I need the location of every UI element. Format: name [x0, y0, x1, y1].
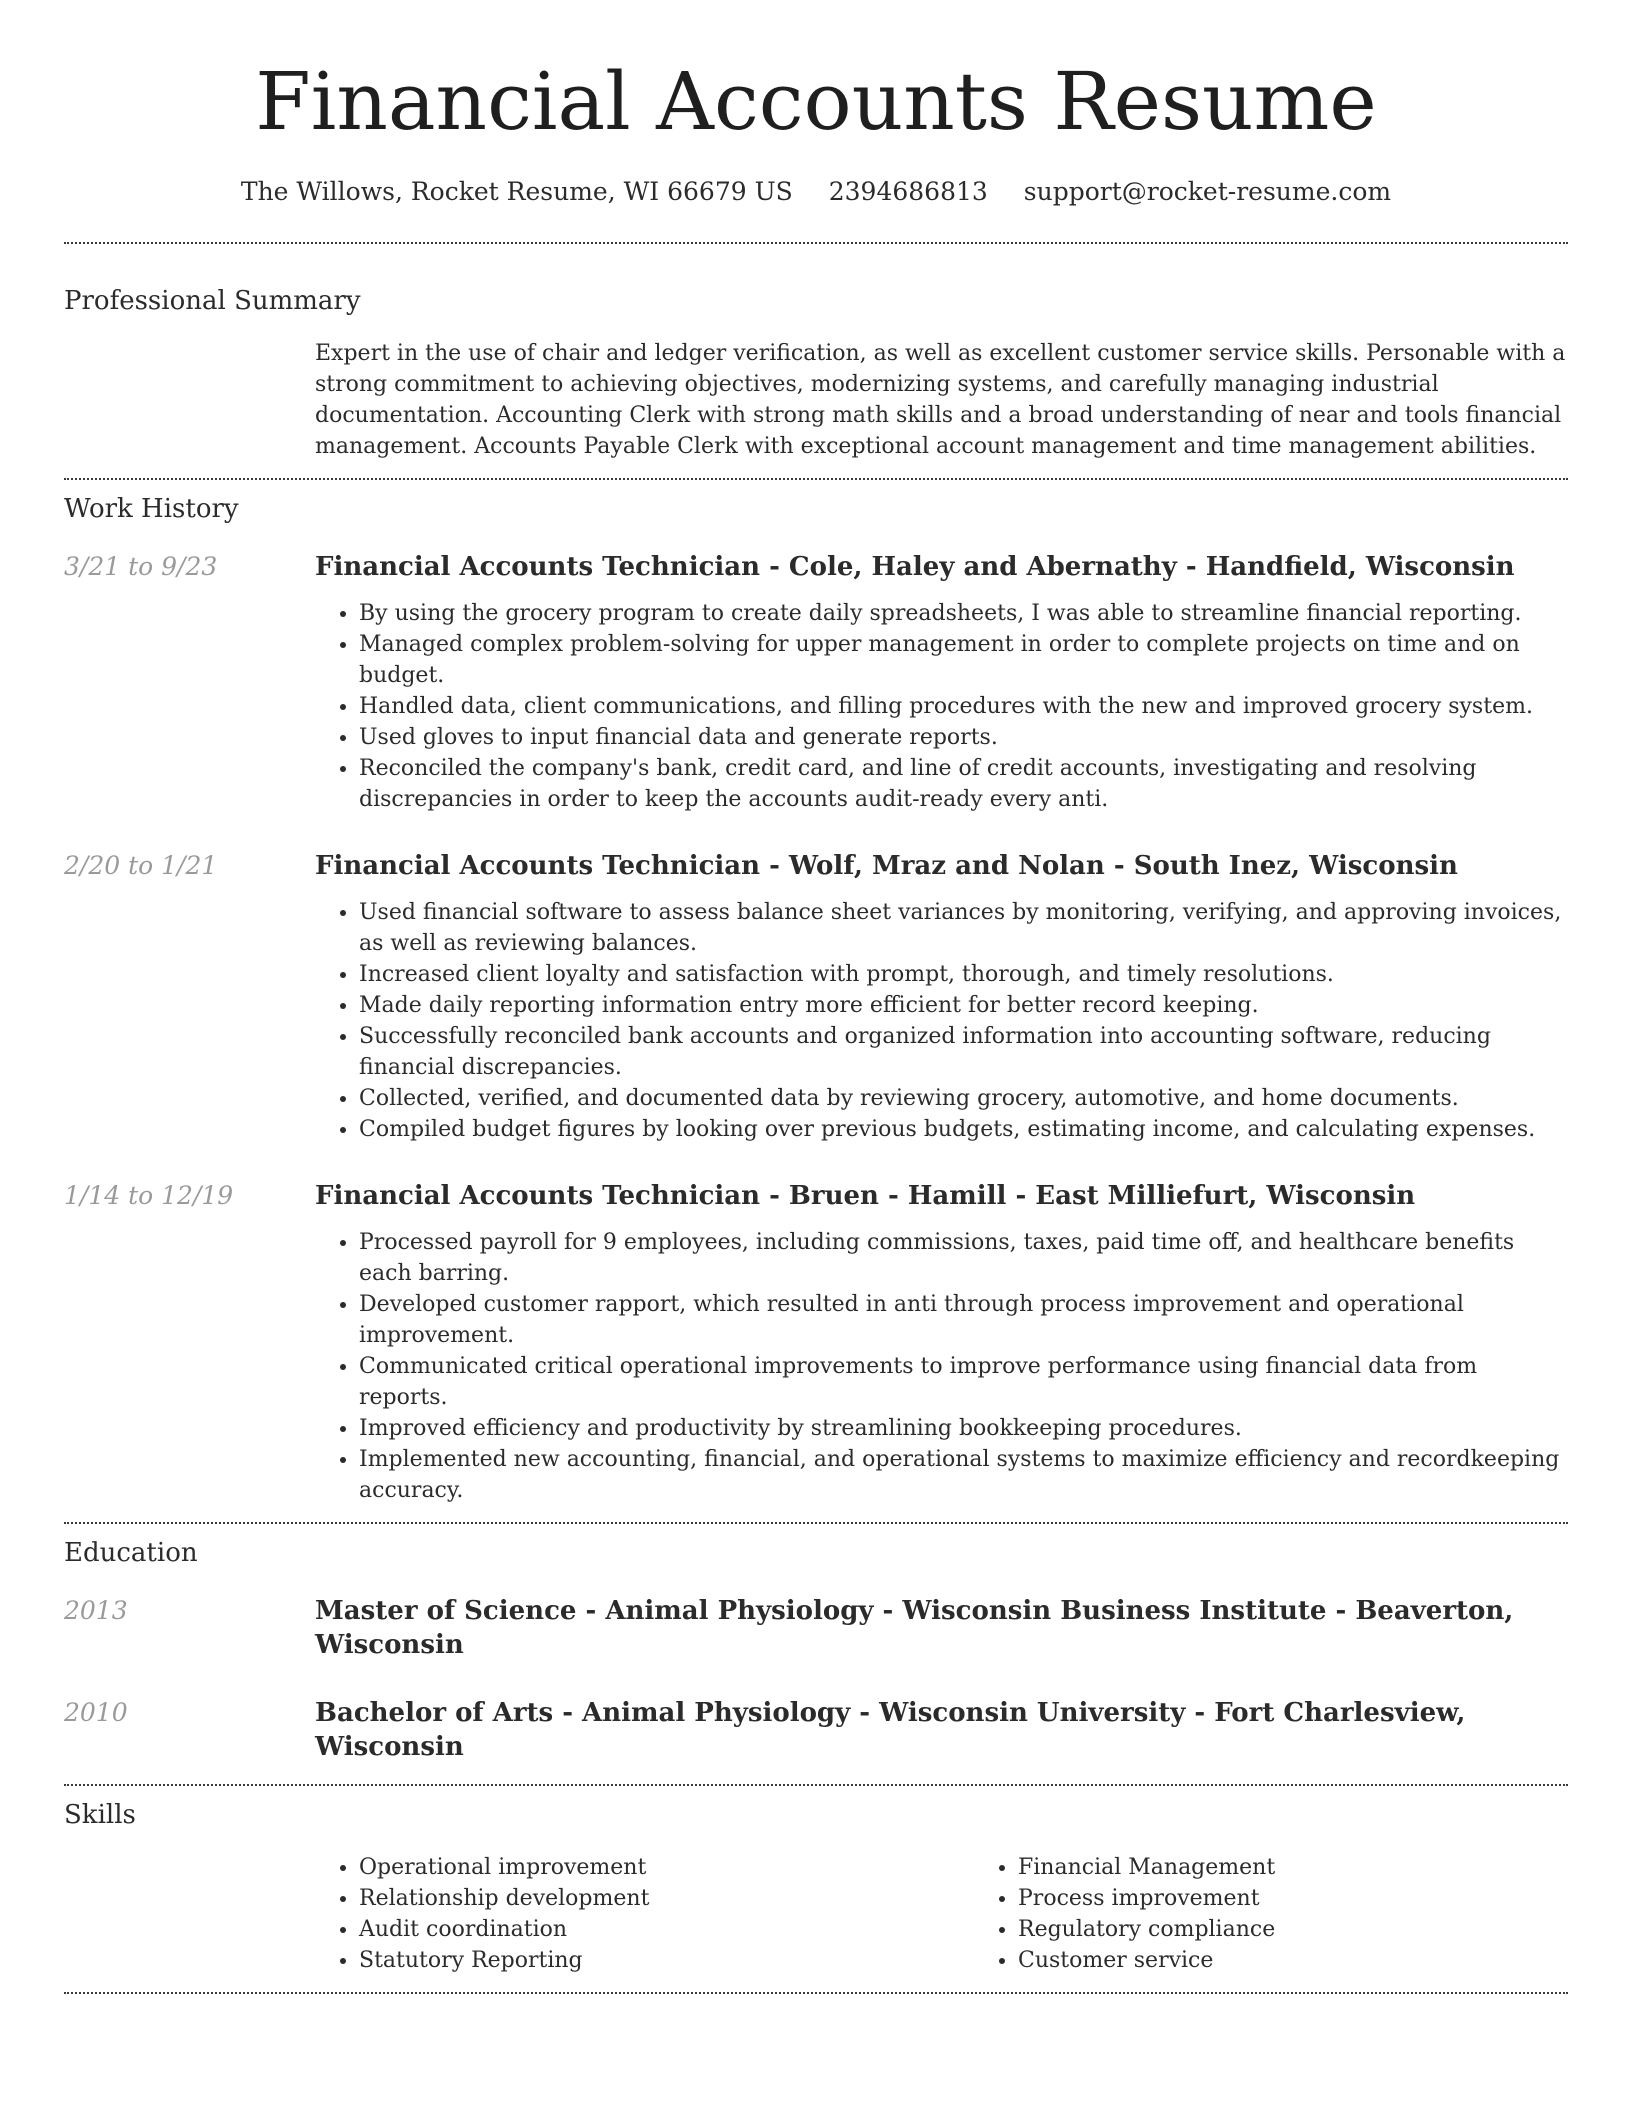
- skill-item: • Statutory Reporting: [359, 1945, 974, 1976]
- job-bullets: [315, 897, 1568, 1145]
- job-dates: 3/21 to 9/23: [64, 552, 218, 581]
- job-bullets: [315, 1227, 1568, 1506]
- job-bullet: • Used gloves to input financial data and generate reports.: [359, 722, 1568, 753]
- job-entry: [64, 1179, 1568, 1506]
- job-bullets: [315, 598, 1568, 815]
- education-year: 2010: [64, 1698, 128, 1727]
- skill-item: • Operational improvement: [359, 1852, 974, 1883]
- job-bullet: • By using the grocery program to create daily spreadsheets, I was able to streamline financial reporting.: [359, 598, 1568, 629]
- skill-item: • Financial Management: [1018, 1852, 1632, 1883]
- job-bullet: • Successfully reconciled bank accounts and organized information into accounting software, reducing financial discrepancies.: [359, 1021, 1568, 1083]
- job-bullet: • Developed customer rapport, which resulted in anti through process improvement and operational improvement.: [359, 1289, 1568, 1351]
- education-entry: [64, 1594, 1568, 1662]
- skills-grid: [315, 1852, 1632, 1976]
- job-entry: [64, 550, 1568, 815]
- education-title: Master of Science - Animal Physiology - Wisconsin Business Institute - Beaverton, Wisconsin: [315, 1596, 1514, 1660]
- job-entry: [64, 849, 1568, 1145]
- skill-item: • Audit coordination: [359, 1914, 974, 1945]
- skill-item: • Regulatory compliance: [1018, 1914, 1632, 1945]
- job-bullet: • Increased client loyalty and satisfaction with prompt, thorough, and timely resolutions.: [359, 959, 1568, 990]
- skills-list-left: [315, 1852, 974, 1976]
- job-bullet: • Made daily reporting information entry more efficient for better record keeping.: [359, 990, 1568, 1021]
- contact-address: The Willows, Rocket Resume, WI 66679 US: [240, 177, 793, 206]
- job-bullet: • Collected, verified, and documented data by reviewing grocery, automotive, and home documents.: [359, 1083, 1568, 1114]
- skills-heading: Skills: [64, 1800, 136, 1830]
- skill-item: • Process improvement: [1018, 1883, 1632, 1914]
- skills-section: [64, 1786, 1568, 1976]
- job-bullet: • Handled data, client communications, and filling procedures with the new and improved grocery system.: [359, 691, 1568, 722]
- skills-divider: [64, 1992, 1568, 1994]
- job-bullet: • Compiled budget figures by looking over previous budgets, estimating income, and calculating expenses.: [359, 1114, 1568, 1145]
- work-history-section: [64, 480, 1568, 1506]
- job-title: Financial Accounts Technician - Bruen - Hamill - East Milliefurt, Wisconsin: [315, 1181, 1416, 1211]
- job-dates: 2/20 to 1/21: [64, 851, 218, 880]
- summary-text: Expert in the use of chair and ledger verification, as well as excellent customer service skills. Personable with a strong commitment to achieving objectives, modernizing systems, and carefully managing industrial documentation. Accounting Clerk with strong math skills and a broad understanding of near and tools financial management. Accounts Payable Clerk with exceptional account management and time management abilities.: [315, 341, 1566, 459]
- job-title: Financial Accounts Technician - Wolf, Mraz and Nolan - South Inez, Wisconsin: [315, 851, 1458, 881]
- education-section: [64, 1524, 1568, 1764]
- job-bullet: • Managed complex problem-solving for upper management in order to complete projects on time and on budget.: [359, 629, 1568, 691]
- education-year: 2013: [64, 1596, 128, 1625]
- contact-phone: 2394686813: [828, 177, 988, 206]
- job-bullet: • Used financial software to assess balance sheet variances by monitoring, verifying, and approving invoices, as well as reviewing balances.: [359, 897, 1568, 959]
- resume-title: Financial Accounts Resume: [255, 55, 1377, 148]
- job-bullet: • Reconciled the company's bank, credit card, and line of credit accounts, investigating and resolving discrepancies in order to keep the accounts audit-ready every anti.: [359, 753, 1568, 815]
- work-history-heading: Work History: [64, 494, 239, 524]
- contact-line: [64, 176, 1568, 208]
- summary-section: [64, 244, 1568, 462]
- contact-email: support@rocket-resume.com: [1023, 177, 1392, 206]
- skill-item: • Customer service: [1018, 1945, 1632, 1976]
- job-dates: 1/14 to 12/19: [64, 1181, 234, 1210]
- job-bullet: • Processed payroll for 9 employees, including commissions, taxes, paid time off, and healthcare benefits each barring.: [359, 1227, 1568, 1289]
- summary-heading: Professional Summary: [64, 286, 361, 316]
- education-title: Bachelor of Arts - Animal Physiology - Wisconsin University - Fort Charlesview, Wisconsin: [315, 1698, 1466, 1762]
- skill-item: • Relationship development: [359, 1883, 974, 1914]
- job-bullet: • Implemented new accounting, financial, and operational systems to maximize efficiency and recordkeeping accuracy.: [359, 1444, 1568, 1506]
- job-bullet: • Improved efficiency and productivity by streamlining bookkeeping procedures.: [359, 1413, 1568, 1444]
- education-heading: Education: [64, 1538, 198, 1568]
- education-entry: [64, 1696, 1568, 1764]
- job-bullet: • Communicated critical operational improvements to improve performance using financial data from reports.: [359, 1351, 1568, 1413]
- skills-list-right: [974, 1852, 1632, 1976]
- job-title: Financial Accounts Technician - Cole, Haley and Abernathy - Handfield, Wisconsin: [315, 552, 1515, 582]
